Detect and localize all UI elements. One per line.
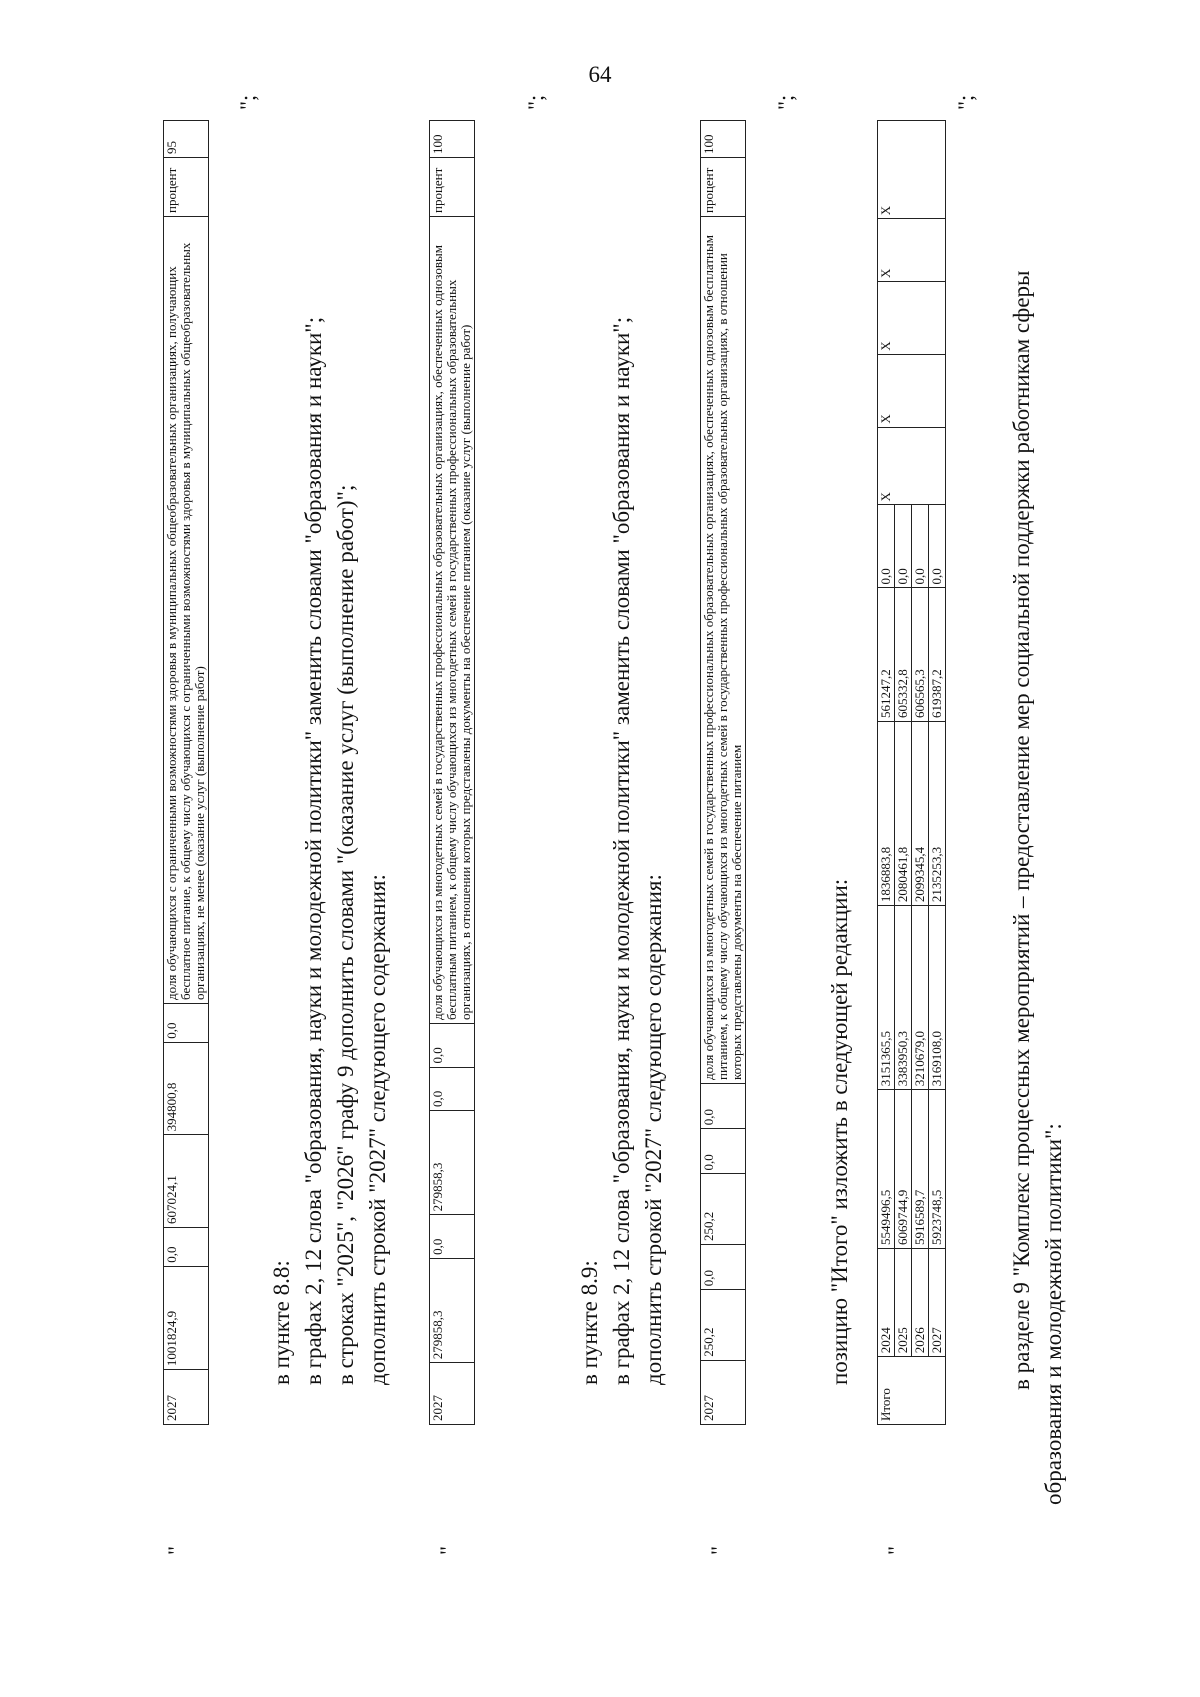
value-cell: 6069744,9 (895, 1090, 912, 1249)
unit-cell: процент (701, 158, 746, 217)
item-8-8-line3: дополнить строкой "2027" следующего содержания: (365, 874, 390, 1385)
quote-open: " (435, 1546, 460, 1555)
value-cell: 0,0 (912, 505, 929, 588)
value-cell: 2080461,8 (895, 721, 912, 905)
year-cell: 2024 (878, 1249, 895, 1357)
item-8-8-line2: в строках "2025", "2026" графу 9 дополнить словами "(оказание услуг (выполнение работ)"; (333, 484, 358, 1385)
value-cell: 0,0 (164, 1004, 209, 1043)
section-9-line1: в разделе 9 "Комплекс процессных мероприятий – предоставление мер социальной поддержки работникам сферы (1009, 270, 1034, 1390)
unit-cell: процент (430, 158, 475, 217)
page-number: 64 (588, 62, 612, 87)
value-cell: 0,0 (929, 505, 946, 588)
table-8-7 (163, 120, 209, 1425)
quote-close: "; (953, 94, 978, 110)
x-cell: X (878, 219, 946, 282)
value-cell: 3169108,0 (929, 906, 946, 1090)
year-cell: 2026 (912, 1249, 929, 1357)
year-cell: 2025 (895, 1249, 912, 1357)
value-cell: 3383950,3 (895, 906, 912, 1090)
value-cell: 607024,1 (164, 1135, 209, 1228)
value-cell: 250,2 (701, 1174, 746, 1245)
value-cell: 1001824,9 (164, 1266, 209, 1369)
value-cell: 0,0 (701, 1245, 746, 1290)
value-cell: 279858,3 (430, 1111, 475, 1215)
value-cell: 250,2 (701, 1290, 746, 1361)
quote-close: "; (235, 94, 260, 110)
indicator-description: доля обучающихся из многодетных семей в государственных профессиональных образовательных организациях, обеспеченных однозовым бесплатным питанием, к общему числу обучающихся из многодетных семей в государственных профессиональных образовательных организациях, в отношении которых представлены документы на обеспечение питанием (оказание услуг (выполнение работ) (430, 217, 475, 1024)
quote-open: " (163, 1546, 188, 1555)
indicator-description: доля обучающихся из многодетных семей в государственных профессиональных образовательных организациях, обеспеченных однозовым бесплатным питанием, к общему числу обучающихся из многодетных семей в государственных профессиональных образовательных организациях, в отношении которых представлены документы на обеспечение питанием (701, 217, 746, 1084)
unit-cell: процент (164, 158, 209, 217)
value-cell: 5549496,5 (878, 1090, 895, 1249)
year-cell: 2027 (164, 1370, 209, 1425)
item-8-8-line1: в графах 2, 12 слова "образования, науки и молодежной политики" заменить словами "образования и науки"; (301, 316, 326, 1385)
value-cell: 2135253,3 (929, 721, 946, 905)
table-8-9 (700, 120, 746, 1425)
value-cell: 619387,2 (929, 588, 946, 722)
value-cell: 0,0 (878, 505, 895, 588)
year-cell: 2027 (929, 1249, 946, 1357)
itogo-intro: позицию "Итого" изложить в следующей редакции: (827, 878, 852, 1385)
x-cell: X (878, 427, 946, 505)
table-row (701, 121, 746, 1425)
value-cell: 0,0 (701, 1129, 746, 1174)
value-cell: 5916589,7 (912, 1090, 929, 1249)
x-cell: X (878, 354, 946, 427)
indicator-description: доля обучающихся с ограниченными возможностями здоровья в муниципальных общеобразовательных организациях, получающих бесплатное питание, к общему числу обучающихся с ограниченными возможностями здоровья в муниципальных общеобразовательных организациях, не менее (оказание услуг (выполнение работ) (164, 217, 209, 1004)
item-8-8-heading: в пункте 8.8: (269, 1260, 294, 1385)
section-9-line2: образования и молодежной политики": (1041, 1123, 1066, 1505)
quote-open: " (706, 1546, 731, 1555)
rotated-document-content (155, 70, 1190, 1600)
quote-open: " (883, 1546, 908, 1555)
quote-close: "; (523, 94, 548, 110)
value-cell: 3210679,0 (912, 906, 929, 1090)
table-8-8 (429, 120, 475, 1425)
x-cell: X (878, 281, 946, 354)
value-cell: 5923748,5 (929, 1090, 946, 1249)
value-cell: 0,0 (701, 1084, 746, 1129)
value-cell: 394800,8 (164, 1042, 209, 1135)
value-cell: 561247,2 (878, 588, 895, 722)
quote-close: "; (773, 94, 798, 110)
table-row (164, 121, 209, 1425)
value-cell: 0,0 (895, 505, 912, 588)
item-8-9-line2: дополнить строкой "2027" следующего содержания: (641, 874, 666, 1385)
target-value: 100 (430, 121, 475, 158)
value-cell: 0,0 (164, 1228, 209, 1267)
value-cell: 3151365,5 (878, 906, 895, 1090)
value-cell: 279858,3 (430, 1258, 475, 1362)
table-row (430, 121, 475, 1425)
target-value: 95 (164, 121, 209, 158)
item-8-9-heading: в пункте 8.9: (577, 1260, 602, 1385)
value-cell: 1836883,8 (878, 721, 895, 905)
target-value: 100 (701, 121, 746, 158)
value-cell: 605332,8 (895, 588, 912, 722)
x-cell: X (878, 121, 946, 219)
value-cell: 2099345,4 (912, 721, 929, 905)
value-cell: 0,0 (430, 1024, 475, 1068)
item-8-9-line1: в графах 2, 12 слова "образования, науки и молодежной политики" заменить словами "образования и науки"; (609, 316, 634, 1385)
table-row (878, 121, 895, 1425)
value-cell: 0,0 (430, 1067, 475, 1111)
year-cell: 2027 (430, 1363, 475, 1425)
value-cell: 0,0 (430, 1215, 475, 1259)
itogo-label: Итого (878, 1357, 946, 1425)
value-cell: 606565,3 (912, 588, 929, 722)
itogo-table (877, 120, 946, 1425)
year-cell: 2027 (701, 1360, 746, 1424)
